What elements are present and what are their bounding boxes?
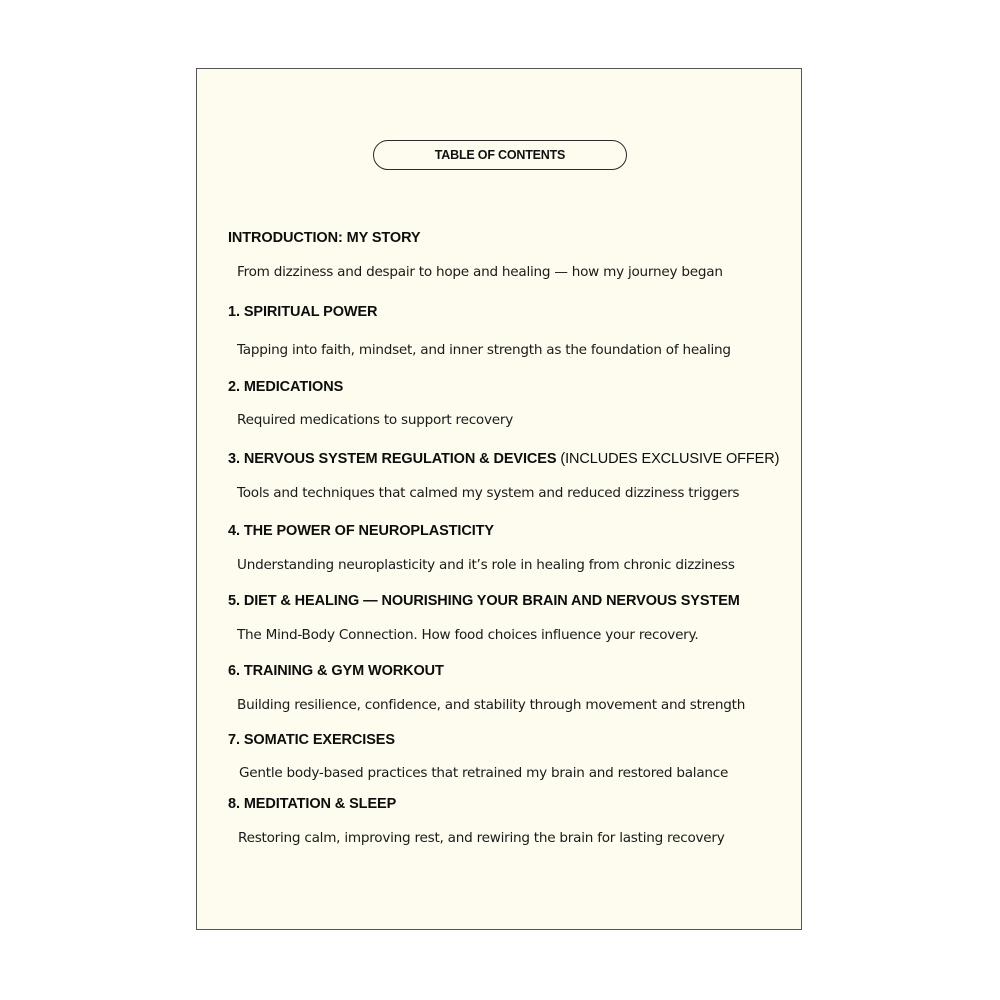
- toc-entry-title-text: 8. MEDITATION & SLEEP: [228, 796, 397, 812]
- toc-entry-description-nervous-system: Tools and techniques that calmed my system and reduced dizziness triggers: [237, 485, 740, 501]
- toc-heading: [373, 140, 627, 170]
- toc-entry-title-meditation-sleep: [228, 796, 396, 812]
- toc-entry-title-text: 7. SOMATIC EXERCISES: [228, 732, 395, 748]
- toc-entry-description-neuroplasticity: Understanding neuroplasticity and it’s role in healing from chronic dizziness: [237, 557, 735, 573]
- toc-heading-label: TABLE OF CONTENTS: [434, 148, 566, 162]
- toc-entry-description-somatic-exercises: Gentle body-based practices that retrained my brain and restored balance: [239, 765, 729, 781]
- toc-entry-title-somatic-exercises: [228, 732, 395, 748]
- toc-entry-title-text: 3. NERVOUS SYSTEM REGULATION & DEVICES: [228, 451, 557, 467]
- toc-entry-title-nervous-system: [228, 451, 779, 467]
- toc-entry-description-spiritual-power: Tapping into faith, mindset, and inner strength as the foundation of healing: [237, 342, 731, 358]
- toc-entry-title-introduction: [228, 230, 420, 246]
- toc-entry-title-text: 6. TRAINING & GYM WORKOUT: [228, 663, 444, 679]
- toc-entry-title-medications: [228, 379, 343, 395]
- toc-entry-title-spiritual-power: [228, 304, 377, 320]
- toc-entry-title-text: 1. SPIRITUAL POWER: [228, 304, 378, 320]
- toc-entry-title-text: 2. MEDICATIONS: [228, 379, 344, 395]
- document-page: [196, 68, 802, 930]
- toc-entry-title-neuroplasticity: [228, 523, 494, 539]
- toc-entry-description-training: Building resilience, confidence, and stability through movement and strength: [237, 697, 746, 713]
- toc-entry-title-training: [228, 663, 444, 679]
- toc-entry-description-medications: Required medications to support recovery: [237, 412, 514, 428]
- toc-entry-title-diet-healing: [228, 593, 740, 609]
- toc-entry-title-text: 4. THE POWER OF NEUROPLASTICITY: [228, 523, 494, 539]
- toc-entry-description-diet-healing: The Mind-Body Connection. How food choices influence your recovery.: [237, 627, 699, 643]
- toc-entry-description-meditation-sleep: Restoring calm, improving rest, and rewiring the brain for lasting recovery: [238, 830, 725, 846]
- toc-entry-note: (INCLUDES EXCLUSIVE OFFER): [556, 451, 780, 467]
- toc-entry-description-introduction: From dizziness and despair to hope and healing — how my journey began: [237, 264, 723, 280]
- toc-entry-title-text: 5. DIET & HEALING — NOURISHING YOUR BRAIN AND NERVOUS SYSTEM: [228, 593, 740, 609]
- toc-entry-title-text: INTRODUCTION: MY STORY: [228, 230, 421, 246]
